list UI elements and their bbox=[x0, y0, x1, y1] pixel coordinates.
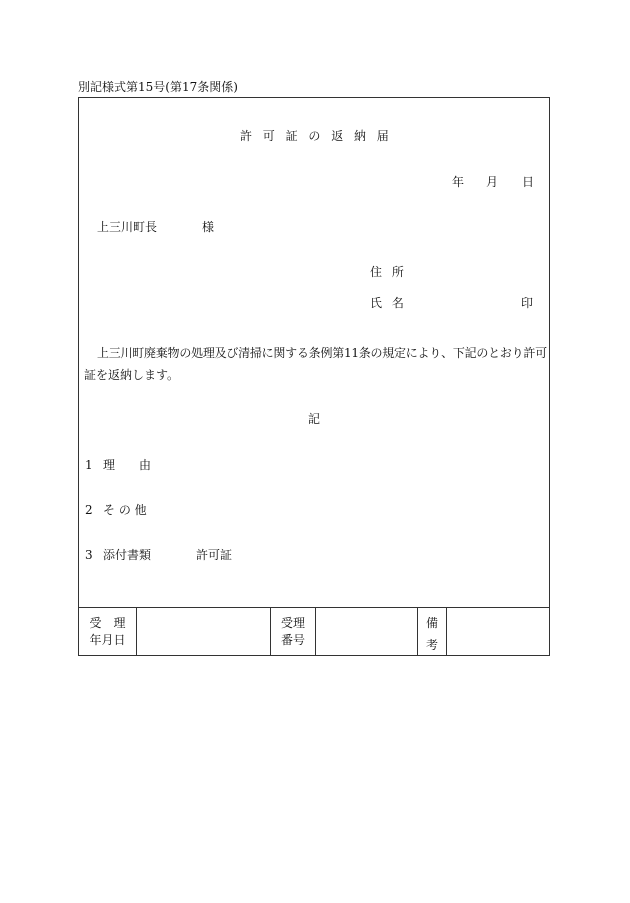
date-month: 月 bbox=[486, 175, 499, 189]
date-year: 年 bbox=[452, 175, 465, 189]
item-number: 2 bbox=[85, 503, 93, 517]
receipt-date-field[interactable] bbox=[137, 608, 270, 656]
item-number: 3 bbox=[85, 548, 93, 562]
remarks-label-line2: 考 bbox=[425, 638, 438, 652]
body-text-line2: 証を返納します。 bbox=[84, 368, 180, 382]
receipt-number-label-line1: 受理 bbox=[280, 616, 305, 630]
page-title: 許可証の返納届 bbox=[240, 129, 400, 143]
note-heading: 記 bbox=[308, 412, 321, 426]
item-value: 許可証 bbox=[196, 548, 233, 562]
receipt-number-field[interactable] bbox=[316, 608, 417, 656]
body-text-line1: 上三川町廃棄物の処理及び清掃に関する条例第11条の規定により、下記のとおり許可 bbox=[97, 346, 547, 360]
date-day: 日 bbox=[522, 175, 535, 189]
receipt-date-label bbox=[79, 615, 136, 649]
remarks-label-line1: 備 bbox=[425, 616, 438, 630]
item-label: 添付書類 bbox=[103, 548, 152, 562]
seal-mark: 印 bbox=[521, 296, 534, 310]
remarks-field[interactable] bbox=[447, 608, 549, 656]
addressee-honorific: 様 bbox=[202, 220, 215, 234]
remarks-label bbox=[418, 612, 446, 656]
item-number: 1 bbox=[85, 458, 93, 472]
name-label: 氏 名 bbox=[370, 296, 404, 310]
receipt-date-label-line2: 年月日 bbox=[89, 633, 126, 647]
receipt-number-label bbox=[271, 615, 315, 649]
address-label: 住 所 bbox=[370, 265, 404, 279]
form-label: 別記様式第15号(第17条関係) bbox=[78, 80, 238, 94]
item-label: そ の 他 bbox=[103, 503, 147, 517]
item-label: 理 由 bbox=[103, 458, 152, 472]
receipt-number-label-line2: 番号 bbox=[280, 633, 305, 647]
addressee-name: 上三川町長 bbox=[97, 220, 158, 234]
receipt-date-label-line1: 受 理 bbox=[89, 616, 126, 630]
